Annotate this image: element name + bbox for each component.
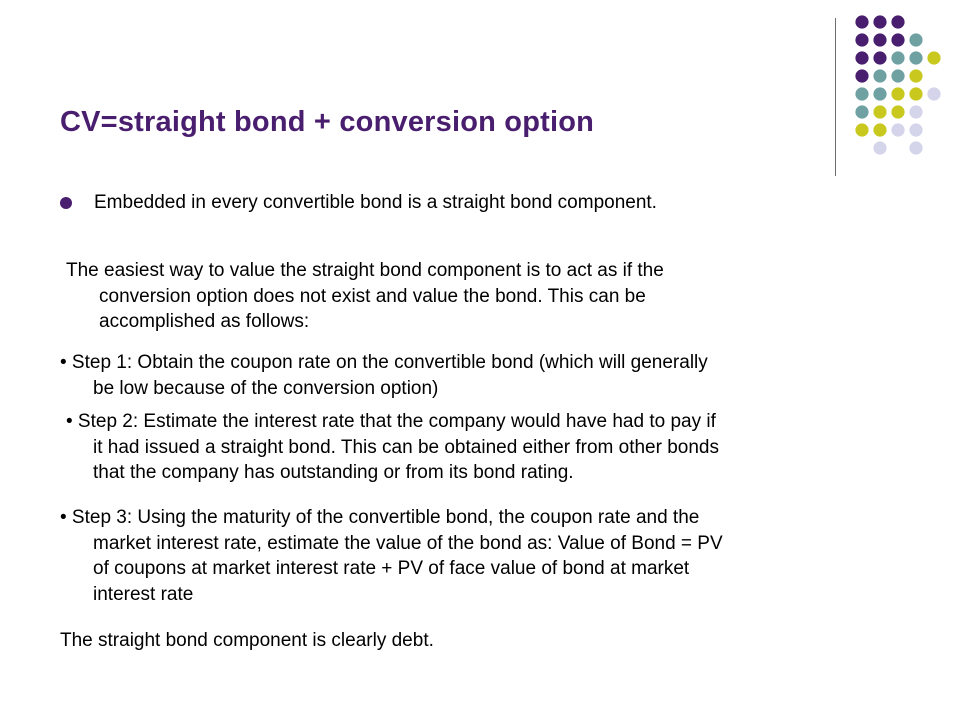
- slide-title: CV=straight bond + conversion option: [60, 106, 595, 138]
- decor-dot: [855, 33, 868, 46]
- decor-dot: [873, 69, 886, 82]
- step-3: [60, 505, 723, 607]
- decor-dot: [891, 69, 904, 82]
- decor-dot: [909, 141, 922, 154]
- conclusion-text: The straight bond component is clearly debt.: [60, 630, 434, 651]
- step-2-line: that the company has outstanding or from its bond rating.: [93, 462, 574, 483]
- decor-dot: [873, 105, 886, 118]
- decor-dot: [873, 51, 886, 64]
- intro-line: conversion option does not exist and value the bond. This can be: [99, 285, 646, 307]
- intro-paragraph: [66, 258, 664, 335]
- decor-dot: [891, 123, 904, 136]
- step-3-line: market interest rate, estimate the value of the bond as: Value of Bond = PV: [93, 532, 723, 554]
- step-1-line: be low because of the conversion option): [93, 377, 439, 399]
- bullet-dot-icon: [60, 197, 72, 209]
- decor-dot: [891, 33, 904, 46]
- step-1-line: • Step 1: Obtain the coupon rate on the convertible bond (which will generally: [60, 352, 708, 373]
- intro-line: accomplished as follows:: [99, 311, 310, 332]
- step-3-line: interest rate: [93, 583, 194, 605]
- bullet-text: Embedded in every convertible bond is a straight bond component.: [94, 192, 657, 213]
- decor-dot: [873, 33, 886, 46]
- decor-dot: [873, 141, 886, 154]
- step-2-line: • Step 2: Estimate the interest rate that the company would have had to pay if: [66, 411, 716, 432]
- decor-dot: [909, 69, 922, 82]
- divider-line: [835, 18, 836, 176]
- step-2: [66, 409, 719, 486]
- decor-dot: [873, 15, 886, 28]
- decor-dot: [873, 87, 886, 100]
- decor-dot: [855, 69, 868, 82]
- decor-dot: [873, 123, 886, 136]
- decor-dot: [909, 33, 922, 46]
- decor-dot: [891, 51, 904, 64]
- step-3-line: of coupons at market interest rate + PV of face value of bond at market: [93, 558, 690, 579]
- decor-dot: [891, 15, 904, 28]
- bullet-item: [60, 192, 657, 214]
- decor-dot: [909, 123, 922, 136]
- decor-dot: [891, 87, 904, 100]
- decor-dot: [855, 51, 868, 64]
- decor-dot: [909, 51, 922, 64]
- step-3-line: • Step 3: Using the maturity of the convertible bond, the coupon rate and the: [60, 507, 700, 528]
- decor-dot: [909, 105, 922, 118]
- decor-dot: [891, 105, 904, 118]
- intro-line: The easiest way to value the straight bond component is to act as if the: [66, 260, 664, 281]
- decor-dot: [909, 87, 922, 100]
- decorative-dot-grid: [0, 0, 960, 200]
- step-1: [60, 350, 708, 401]
- decor-dot: [855, 87, 868, 100]
- decor-dot: [855, 105, 868, 118]
- decor-dot: [927, 87, 940, 100]
- decor-dot: [855, 15, 868, 28]
- decor-dot: [927, 51, 940, 64]
- decor-dot: [855, 123, 868, 136]
- step-2-line: it had issued a straight bond. This can be obtained either from other bonds: [93, 436, 719, 458]
